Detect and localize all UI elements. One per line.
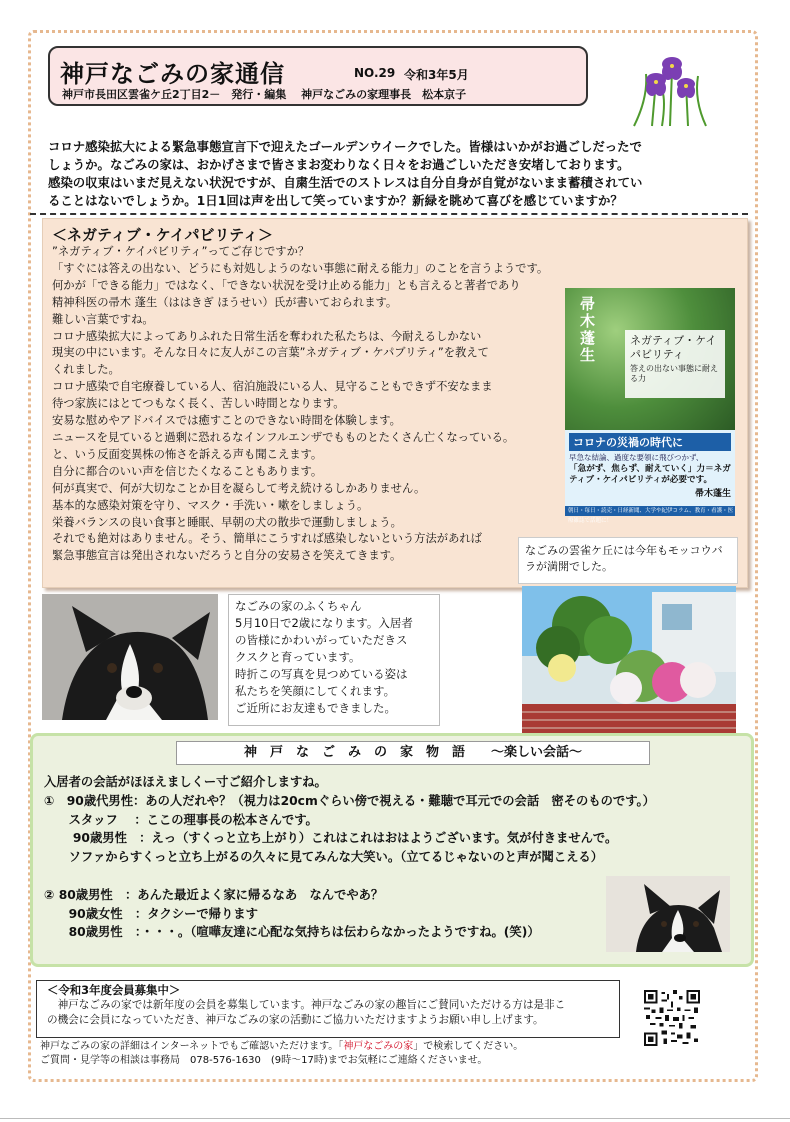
qr-code[interactable]	[644, 990, 700, 1046]
text-line: 「すぐには答えの出ない、どうにも対処しようのない事態に耐える能力」のことを言うようです。	[52, 261, 549, 275]
text-line: と、いう反面変異株の怖さを訴える声も聞こえます。	[52, 447, 323, 461]
book-title-box	[625, 330, 725, 398]
book-band	[565, 430, 735, 506]
text-line: コロナ感染で自宅療養している人、宿泊施設にいる人、見守ることもできず不安なまま	[52, 380, 493, 394]
story-title: 神 戸 な ご み の 家 物 語 ～楽しい会話～	[176, 741, 650, 765]
book-cover-art	[565, 288, 735, 430]
dog-caption	[228, 594, 440, 726]
rose-photo	[522, 586, 736, 736]
text-line: 何かが「できる能力」ではなく、「できない状況を受け止める能力」とも言えると著者であり	[52, 278, 521, 292]
story-line: スタッフ ：ここの理事長の松本さんです。	[44, 812, 318, 827]
intro-line: ることはないでしょうか。1日1回は声を出して笑っていますか？新緑を眺めて喜びを感じていますか？	[48, 193, 623, 208]
story-line: ② 80歳男性 ：あんた最近よく家に帰るなあ なんでやあ？	[44, 887, 384, 902]
recruitment-title: ＜令和3年度会員募集中＞	[47, 983, 181, 997]
story-line: 80歳男性 ：・・・。（喧嘩友達に心配な気持ちは伝わらなかったようですね。(笑)）	[44, 925, 540, 940]
book-subtitle: 答えの出ない事態に耐える力	[630, 364, 718, 383]
caption-line: の皆様にかわいがっていただきス	[235, 633, 408, 647]
negative-capability-title: ＜ネガティブ・ケイパビリティ＞	[52, 226, 273, 244]
text-line: 難しい言葉ですね。	[52, 312, 154, 326]
book-footer-strip: 朝日・毎日・読売・日経新聞、大学や紀伊コラム、教育・看護・医療雑誌で話題に！	[565, 506, 735, 516]
caption-line: クスクと育っています。	[235, 650, 361, 664]
text-line: 自分に都合のいい声を信じたくなることもあります。	[52, 464, 323, 478]
caption-line: なごみの家のふくちゃん	[235, 599, 362, 613]
issue-date: 令和3年5月	[404, 68, 469, 82]
intro-line: 感染の収束はいまだ見えない状況ですが、自粛生活でのストレスは自分自身が自覚がないまま蓄積されてい	[48, 175, 643, 190]
membership-recruitment	[36, 980, 620, 1038]
footer-info	[40, 1040, 523, 1068]
footer-text: 神戸なごみの家の詳細はインターネットでもご確認いただけます。「	[40, 1041, 344, 1052]
caption-line: ご近所にお友達もできました。	[235, 701, 396, 715]
caption-line: 時折この写真を見つめている姿は	[235, 667, 408, 681]
newsletter-title: 神戸なごみの家通信	[60, 60, 285, 88]
footer-line	[40, 1040, 523, 1054]
book-band-headline: コロナの災禍の時代に	[569, 433, 731, 451]
intro-line: コロナ感染拡大による緊急事態宣言下で迎えたゴールデンウイークでした。皆様はいかがお過ごしだったで	[48, 139, 642, 154]
book-author-vertical: 帚木蓬生	[578, 296, 596, 364]
text-line: ニュースを見ていると過剰に恐れるなインフルエンザでもものとたくさん亡くなっている。	[52, 430, 515, 444]
text-line: 基本的な感染対策を守り、マスク・手洗い・嗽をしましょう。	[52, 498, 369, 512]
story-line: 90歳女性 ：タクシーで帰ります	[44, 906, 258, 921]
story-line: 入居者の会話がほほえましくー寸ご紹介しますね。	[44, 775, 327, 789]
section-divider	[30, 213, 748, 215]
recruitment-line: の機会に会員になっていただき、神戸なごみの家の活動にご協力いただけますようお願い申し上げます。	[47, 1014, 544, 1026]
newsletter-header	[48, 46, 588, 106]
text-line: 緊急事態宣言は発出されないだろうと自分の安易さを笑えてきます。	[52, 549, 402, 563]
text-line: 精神科医の帚木 蓬生（ははきぎ ほうせい）氏が書いておられます。	[52, 295, 398, 309]
text-line: コロナ感染拡大によってありふれた日常生活を奪われた私たちは、今耐えるしかない	[52, 329, 482, 343]
text-line: 安易な慰めやアドバイスでは癒すことのできない時間を体験します。	[52, 414, 401, 428]
text-line: 何が真実で、何が大切なことか目を凝らして考え続けるしかありません。	[52, 481, 426, 495]
caption-line: 5月10日で2歳になります。入居者	[235, 616, 413, 630]
footer-contact: ご質問・見学等の相談は事務局 078-576-1630 (9時～17時)までお気軽にご連絡くださいませ。	[40, 1055, 488, 1066]
book-title: ネガティブ・ケイパビリティ	[630, 334, 717, 361]
text-line: 待つ家族にはとてつもなく長く、苦しい時間となります。	[52, 397, 345, 411]
intro-paragraph	[48, 138, 728, 210]
intro-line: しょうか。なごみの家は、おかげさまで皆さまお変わりなく日々をお過ごしいただき安堵しております。	[48, 157, 630, 172]
book-band-tagline: 「急がず、焦らず、耐えていく」力＝ネガティブ・ケイパビリティが必要です。	[569, 464, 731, 485]
negative-capability-text	[52, 244, 552, 565]
page-bottom-rule	[0, 1118, 790, 1119]
iris-flower-illustration	[622, 40, 718, 126]
story-line: ① 90歳代男性：あの人だれや？（視力は20cmぐらい傍で視える・難聴で耳元での会話 密そのものです。）	[44, 793, 655, 808]
text-line: 現実の中にいます。そんな日々に友人がこの言葉”ネガティブ・ケパブリティ”を教えて	[52, 346, 489, 360]
text-line: 栄養バランスの良い食事と睡眠、早朝の犬の散歩で運動しましょう。	[52, 515, 402, 529]
story-line: 90歳男性 ：えっ（すくっと立ち上がり）これはこれはおはようございます。気が付きませんで。	[44, 831, 618, 846]
dog-photo	[42, 594, 218, 720]
footer-text: 」で検索してください。	[413, 1041, 524, 1052]
book-band-author: 帚木蓬生	[694, 489, 731, 499]
rose-caption: なごみの雲雀ケ丘には今年もモッコウバラが満開でした。	[518, 537, 738, 584]
caption-line: 私たちを笑顔にしてくれます。	[235, 684, 396, 698]
dog-photo-small	[606, 876, 730, 952]
search-keyword: 神戸なごみの家	[343, 1041, 414, 1052]
publisher-line: 神戸市長田区雲雀ケ丘2丁目2－ 発行・編集 神戸なごみの家理事長 松本京子	[62, 88, 467, 101]
story-line: ソファからすくっと立ち上がるの久々に見てみんな大笑い。（立てるじゃないのと声が聞こえる）	[44, 850, 604, 865]
text-line: くれました。	[52, 363, 120, 377]
book-cover-image	[565, 288, 735, 524]
issue-number: NO.29	[354, 66, 396, 80]
text-line: ”ネガティブ・ケイパビリティ”ってご存じですか？	[52, 245, 310, 258]
recruitment-line: 神戸なごみの家では新年度の会員を募集しています。神戸なごみの家の趣旨にご賛同いただける方は是非こ	[47, 999, 566, 1011]
text-line: それでも絶対はありません。そう、簡単にこうすれば感染しないという方法があれば	[52, 532, 482, 546]
book-band-copy: 早急な結論、過度な要領に飛びつかず、	[569, 453, 704, 462]
